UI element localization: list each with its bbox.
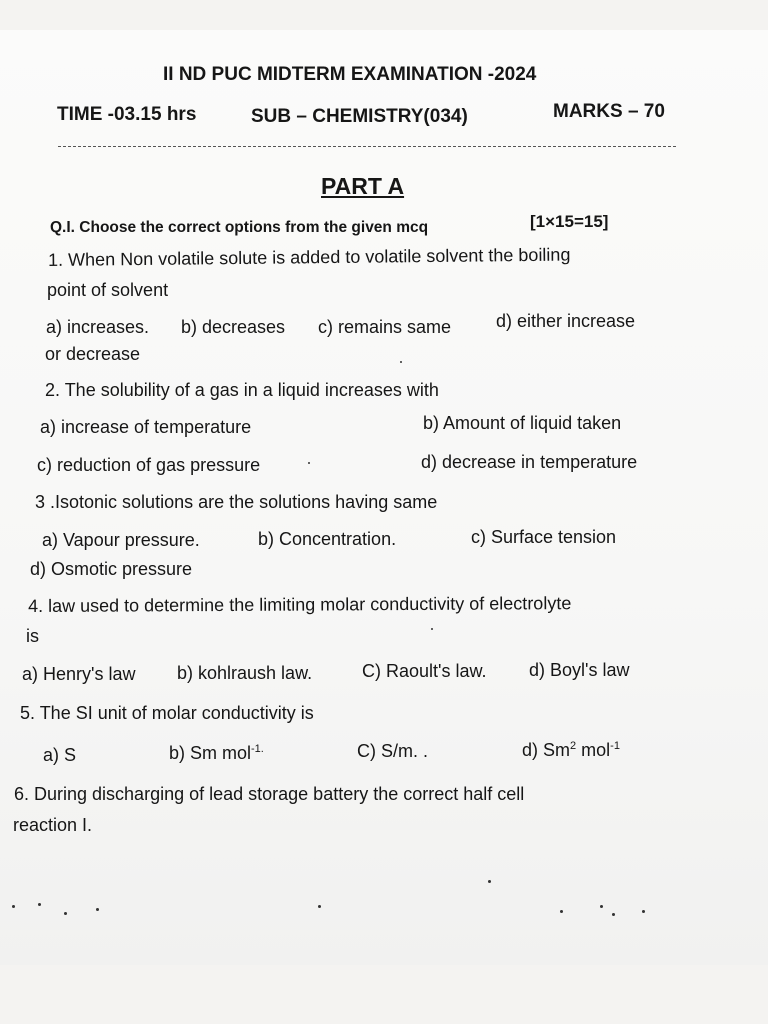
q2-option-c: c) reduction of gas pressure xyxy=(37,455,261,475)
q3-option-c: c) Surface tension xyxy=(471,527,617,547)
q4-option-b: b) kohlraush law. xyxy=(177,663,313,683)
q4-option-c: C) Raoult's law. xyxy=(362,661,487,681)
question-2: 2. The solubility of a gas in a liquid increases with xyxy=(45,380,439,400)
question-1-line-1: 1. When Non volatile solute is added to volatile solvent the boiling xyxy=(48,244,571,270)
paper-speck xyxy=(431,628,433,630)
q3-option-d: d) Osmotic pressure xyxy=(30,559,193,579)
q5-option-d-tail: mol xyxy=(576,740,611,760)
question-6-line-2: reaction I. xyxy=(13,815,93,835)
part-title: PART A xyxy=(321,173,405,199)
question-6-line-1: 6. During discharging of lead storage battery the correct half cell xyxy=(14,784,525,804)
exam-title: II ND PUC MIDTERM EXAMINATION -2024 xyxy=(163,64,537,85)
q1-option-b: b) decreases xyxy=(181,317,286,337)
q5-option-c: C) S/m. . xyxy=(357,741,428,761)
q5-option-d xyxy=(522,740,620,761)
q1-option-c: c) remains same xyxy=(318,317,452,337)
paper-speck xyxy=(400,361,402,363)
paper-speck xyxy=(96,908,99,911)
q5-option-b-text: b) Sm mol xyxy=(169,743,252,763)
q5-option-b xyxy=(169,743,264,764)
q5-option-d-sup: 2 xyxy=(570,740,577,752)
question-5: 5. The SI unit of molar conductivity is xyxy=(20,703,314,723)
question-4-line-1: 4. law used to determine the limiting molar conductivity of electrolyte xyxy=(28,593,572,616)
paper-speck xyxy=(612,913,615,916)
q4-option-a: a) Henry's law xyxy=(22,664,136,684)
q3-option-a: a) Vapour pressure. xyxy=(42,530,200,550)
exam-marks: MARKS – 70 xyxy=(553,101,665,122)
q5-option-a: a) S xyxy=(43,745,77,765)
paper-speck xyxy=(308,462,310,464)
paper-speck xyxy=(642,910,645,913)
marks-scheme: [1×15=15] xyxy=(530,212,609,231)
paper-speck xyxy=(600,905,603,908)
question-3: 3 .Isotonic solutions are the solutions having same xyxy=(35,492,438,512)
paper-speck xyxy=(64,912,67,915)
part-instruction: Q.I. Choose the correct options from the given mcq xyxy=(50,219,429,236)
exam-subject: SUB – CHEMISTRY(034) xyxy=(251,106,468,127)
q1-option-d: d) either increase xyxy=(496,311,636,331)
question-1-line-2: point of solvent xyxy=(47,280,169,300)
q3-option-b: b) Concentration. xyxy=(258,529,397,549)
header-divider xyxy=(58,146,676,147)
exam-time: TIME -03.15 hrs xyxy=(57,104,197,125)
q4-option-d: d) Boyl's law xyxy=(529,660,630,680)
q1-option-a: a) increases. xyxy=(46,317,150,337)
q2-option-a: a) increase of temperature xyxy=(40,417,252,437)
q5-option-d-text: d) Sm xyxy=(522,740,571,760)
q5-option-d-tail-sup: -1 xyxy=(610,740,620,752)
q2-option-b: b) Amount of liquid taken xyxy=(423,413,622,433)
q5-option-b-sup: -1. xyxy=(251,743,264,755)
paper-speck xyxy=(560,910,563,913)
paper-speck xyxy=(12,905,15,908)
q1-option-d-cont: or decrease xyxy=(45,344,141,364)
paper-speck xyxy=(488,880,491,883)
paper-speck xyxy=(318,905,321,908)
paper-speck xyxy=(38,903,41,906)
q2-option-d: d) decrease in temperature xyxy=(421,452,638,472)
question-4-line-2: is xyxy=(26,626,39,646)
